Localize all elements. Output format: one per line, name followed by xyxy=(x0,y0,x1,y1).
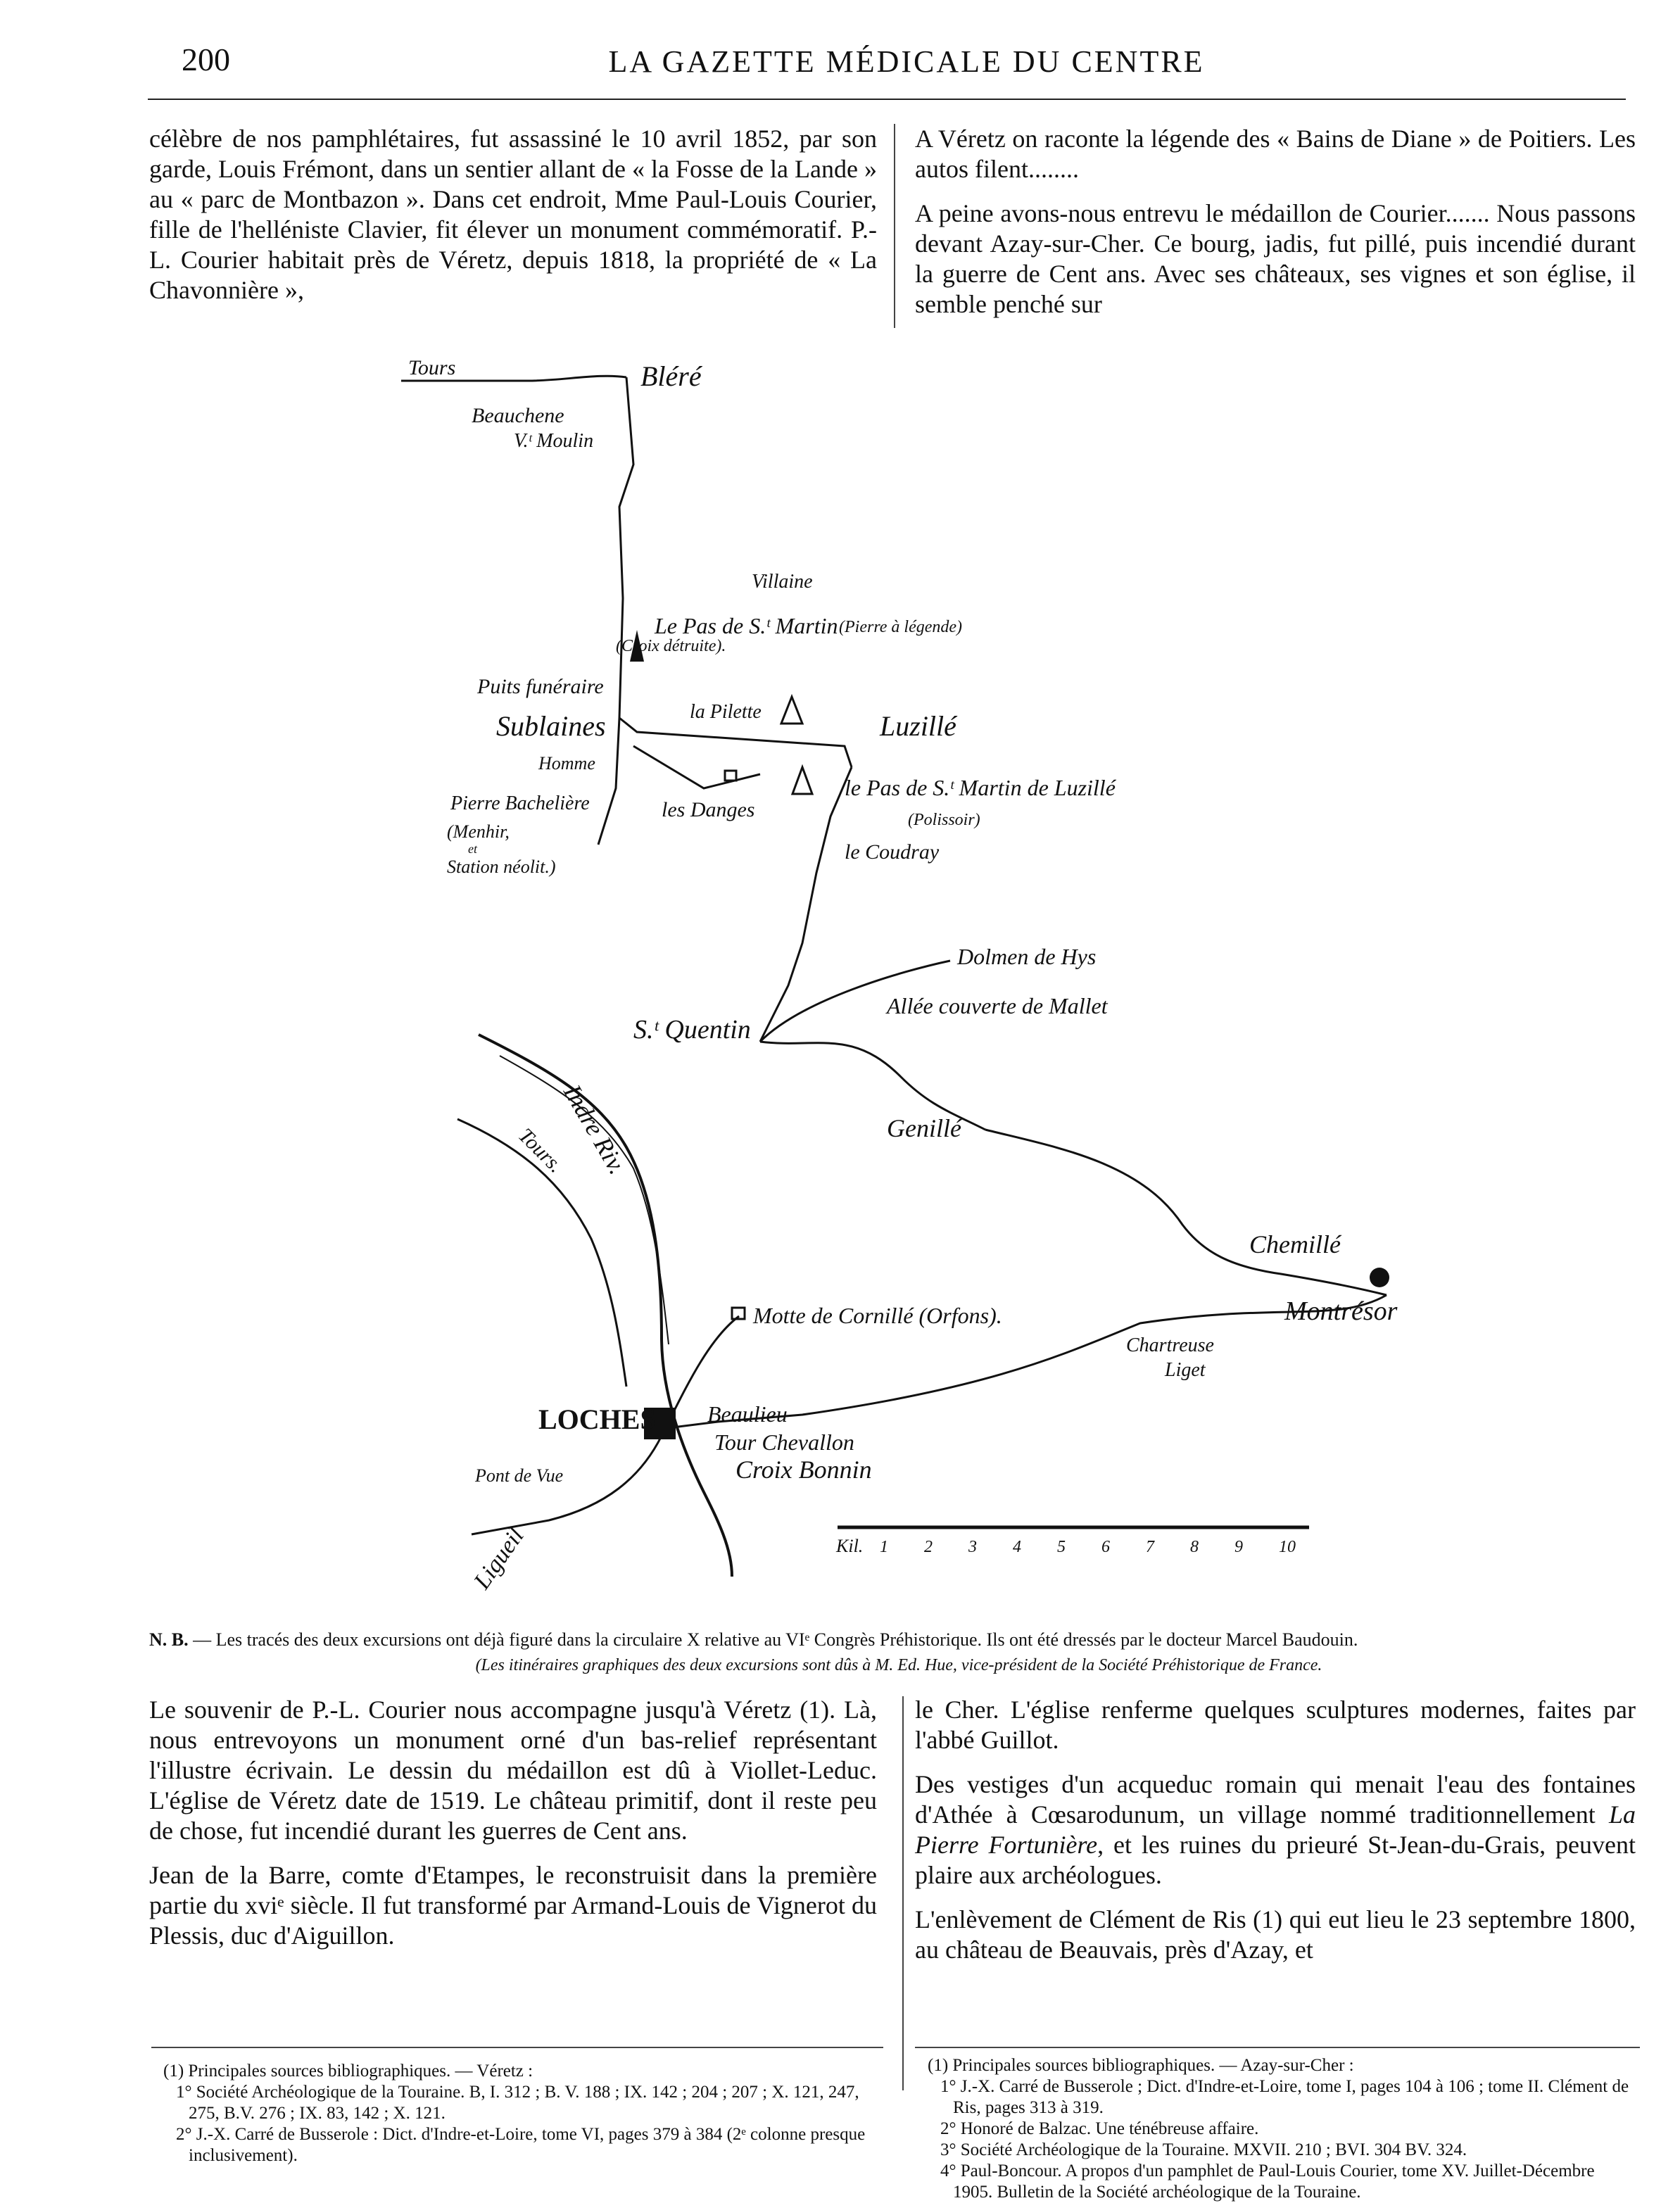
scale-tick: 10 xyxy=(1279,1538,1296,1556)
map-label-villaine: Villaine xyxy=(752,571,813,593)
map-label-les-danges: les Danges xyxy=(662,798,755,821)
route-sublaines-danges xyxy=(633,746,760,788)
map-label-indre-riv: Indre Riv. xyxy=(558,1080,632,1180)
bottom-left-paragraph-1: Le souvenir de P.-L. Courier nous accompagne jusqu'à Véretz (1). Là, nous entrevoyons un monument orné d'un bas-relief représentant l'illustre écrivain. Le dessin du médaillon est dû à Viollet-Leduc. L'église de Véretz date de 1519. Le château primitif, dont il reste peu de chose, fut incendié durant les guerres de Cent ans. xyxy=(149,1696,877,1845)
scale-ticks xyxy=(880,1538,1296,1556)
map-label-tours-bottom: Tours. xyxy=(514,1123,568,1178)
map-label-chemille: Chemillé xyxy=(1249,1230,1341,1258)
footnote-line: 2° Honoré de Balzac. Une ténébreuse affaire. xyxy=(940,2119,1259,2138)
place-name-italic: La Pierre Fortunière xyxy=(915,1800,1636,1859)
footnote-line: 4° Paul-Boncour. A propos d'un pamphlet de Paul-Louis Courier, tome XV. Juillet-Décembre 1905. Bulletin de la Société archéologique de la Touraine. xyxy=(940,2161,1595,2202)
map-label-puits: Puits funéraire xyxy=(477,675,604,698)
map-label-moulin: V.ᵗ Moulin xyxy=(514,430,594,452)
map-label-blere: Bléré xyxy=(640,360,702,392)
route-sublaines-luzille xyxy=(619,718,852,767)
footnote-rule-right xyxy=(915,2047,1640,2048)
footnote-title: (1) Principales sources bibliographiques. — Azay-sur-Cher : xyxy=(928,2056,1354,2075)
les-danges-marker xyxy=(725,771,736,781)
bottom-right-text: , et les ruines du prieuré St-Jean-du-Grais, peuvent plaire aux archéologues. xyxy=(915,1831,1636,1889)
map-label-coudray: le Coudray xyxy=(845,840,940,864)
scale-tick: 4 xyxy=(1013,1538,1021,1556)
scale-tick: 3 xyxy=(968,1538,977,1556)
scale-unit-label: Kil. xyxy=(836,1536,864,1556)
route-blere-sublaines xyxy=(619,377,633,718)
map-label-la-pilette: la Pilette xyxy=(690,701,762,723)
caption-line-1: — Les tracés des deux excursions ont déjà figuré dans la circulaire X relative au VIᵉ Congrès Préhistorique. Ils ont été dressés par le docteur Marcel Baudouin. xyxy=(193,1629,1358,1650)
footnotes-left xyxy=(163,2061,874,2166)
map-label-beauchene: Beauchene xyxy=(472,404,564,427)
bottom-left-column xyxy=(149,1695,877,1965)
column-separator-top xyxy=(894,124,895,328)
map-label-polissoir: (Polissoir) xyxy=(908,811,980,829)
top-left-paragraph: célèbre de nos pamphlétaires, fut assassiné le 10 avril 1852, par son garde, Louis Frémont, dans un sentier allant de « la Fosse de la Lande » au « parc de Montbazon ». Dans cet endroit, Mme Paul-Louis Courier, fille de l'helléniste Clavier, fit élever un monument commémoratif. P.-L. Courier habitait près de Véretz, depuis 1818, la propriété de « La Chavonnière », xyxy=(149,125,877,304)
map-caption xyxy=(149,1627,1648,1678)
footnote-line: 2° J.-X. Carré de Busserole : Dict. d'Indre-et-Loire, tome VI, pages 379 à 384 (2ᵉ colonne presque inclusivement). xyxy=(176,2125,866,2165)
map-label-sublaines: Sublaines xyxy=(496,710,606,742)
page-header xyxy=(182,41,1631,83)
map-label-genille: Genillé xyxy=(887,1114,961,1142)
top-left-column xyxy=(149,124,877,320)
map-label-allee: Allée couverte de Mallet xyxy=(887,993,1108,1018)
map-label-menhir: (Menhir, xyxy=(447,821,510,842)
map-label-pas-luzille: le Pas de S.ᵗ Martin de Luzillé xyxy=(845,775,1116,800)
scale-tick: 8 xyxy=(1190,1538,1199,1556)
map-label-dolmen: Dolmen de Hys xyxy=(957,944,1097,969)
scale-tick: 6 xyxy=(1101,1538,1110,1556)
scale-tick: 2 xyxy=(924,1538,933,1556)
top-right-paragraph-1: A Véretz on raconte la légende des « Bains de Diane » de Poitiers. Les autos filent........ xyxy=(915,125,1636,183)
map-label-croix-bonnin: Croix Bonnin xyxy=(735,1456,872,1484)
map-label-station: Station néolit.) xyxy=(447,857,556,877)
map-label-tours-top: Tours xyxy=(408,356,456,379)
map-label-st-quentin: S.ᵗ Quentin xyxy=(633,1015,751,1044)
footnote-rule-left xyxy=(151,2047,883,2048)
pas-luzille-marker xyxy=(792,767,812,794)
map-label-pont-de-vue: Pont de Vue xyxy=(475,1465,564,1486)
map-label-et: et xyxy=(468,842,477,856)
indre-river xyxy=(479,1035,732,1577)
scale-tick: 9 xyxy=(1234,1538,1243,1556)
running-title: LA GAZETTE MÉDICALE DU CENTRE xyxy=(608,44,1205,79)
map-label-loches: LOCHES xyxy=(538,1403,656,1435)
map-label-montresor: Montrésor xyxy=(1284,1296,1398,1326)
column-separator-bottom xyxy=(902,1696,904,2090)
bottom-right-column xyxy=(915,1695,1636,1979)
map-label-beaulieu: Beaulieu xyxy=(707,1401,788,1427)
scale-tick: 1 xyxy=(880,1538,888,1556)
bottom-right-paragraph-2 xyxy=(915,1769,1636,1890)
footnote-line: 1° J.-X. Carré de Busserole ; Dict. d'Indre-et-Loire, tome I, pages 104 à 106 ; tome II. Clément de Ris, pages 313 à 319. xyxy=(940,2077,1629,2117)
map-label-motte: Motte de Cornillé (Orfons). xyxy=(753,1303,1002,1328)
bottom-right-paragraph-1: le Cher. L'église renferme quelques sculptures modernes, faites par l'abbé Guillot. xyxy=(915,1696,1636,1754)
scale-tick: 5 xyxy=(1057,1538,1066,1556)
map-label-pierre-legende: (Pierre à légende) xyxy=(839,618,963,636)
map-label-homme: Homme xyxy=(538,753,595,774)
route-genille-montresor xyxy=(985,1130,1387,1295)
route-luzille-stquentin xyxy=(760,767,852,1042)
map-label-pierre-bacheliere: Pierre Bachelière xyxy=(450,793,590,814)
la-pilette-marker xyxy=(781,697,802,724)
footnote-title: (1) Principales sources bibliographiques. — Véretz : xyxy=(163,2062,533,2081)
footnote-line: 3° Société Archéologique de la Touraine. MXVII. 210 ; BVI. 304 BV. 324. xyxy=(940,2140,1467,2159)
caption-nb: N. B. xyxy=(149,1629,189,1650)
bottom-left-paragraph-2: Jean de la Barre, comte d'Etampes, le reconstruisit dans la première partie du xviᵉ siècle. Il fut transformé par Armand-Louis de Vignerot du Plessis, duc d'Aiguillon. xyxy=(149,1861,877,1950)
map-label-luzille: Luzillé xyxy=(880,710,956,742)
map-label-pas-st-martin: Le Pas de S.ᵗ Martin xyxy=(655,613,838,638)
map-label-ligueil: Ligueil xyxy=(469,1523,529,1594)
excursion-map xyxy=(366,352,1422,1612)
map-label-liget: Liget xyxy=(1165,1359,1206,1381)
map-label-tour-chevallon: Tour Chevallon xyxy=(714,1429,854,1455)
map-label-croix-detruite: (Croix détruite). xyxy=(616,637,726,655)
page-number: 200 xyxy=(182,42,230,77)
montresor-mark xyxy=(1370,1268,1389,1287)
map-label-chartreuse: Chartreuse xyxy=(1126,1334,1214,1356)
top-right-paragraph-2: A peine avons-nous entrevu le médaillon de Courier....... Nous passons devant Azay-sur-Cher. Ce bourg, jadis, fut pillé, puis incendié durant la guerre de Cent ans. Avec ses châteaux, ses vignes et son église, il semble penché sur xyxy=(915,199,1636,318)
scale-tick: 7 xyxy=(1146,1538,1154,1556)
bottom-right-paragraph-3: L'enlèvement de Clément de Ris (1) qui eut lieu le 23 septembre 1800, au château de Beauvais, près d'Azay, et xyxy=(915,1905,1636,1964)
top-right-column xyxy=(915,124,1636,334)
header-rule xyxy=(148,99,1626,100)
footnotes-right xyxy=(928,2055,1638,2203)
caption-line-2: (Les itinéraires graphiques des deux excursions sont dûs à M. Ed. Hue, vice-président de la Société Préhistorique de France. xyxy=(475,1656,1322,1674)
footnote-line: 1° Société Archéologique de la Touraine. B, I. 312 ; B. V. 188 ; IX. 142 ; 204 ; 207 ; X. 121, 247, 275, B.V. 276 ; IX. 83, 142 ; X. 121. xyxy=(176,2083,859,2123)
bottom-right-text: Des vestiges d'un acqueduc romain qui menait l'eau des fontaines d'Athée à Cœsarodunum, un village nommé traditionnellement xyxy=(915,1770,1636,1829)
